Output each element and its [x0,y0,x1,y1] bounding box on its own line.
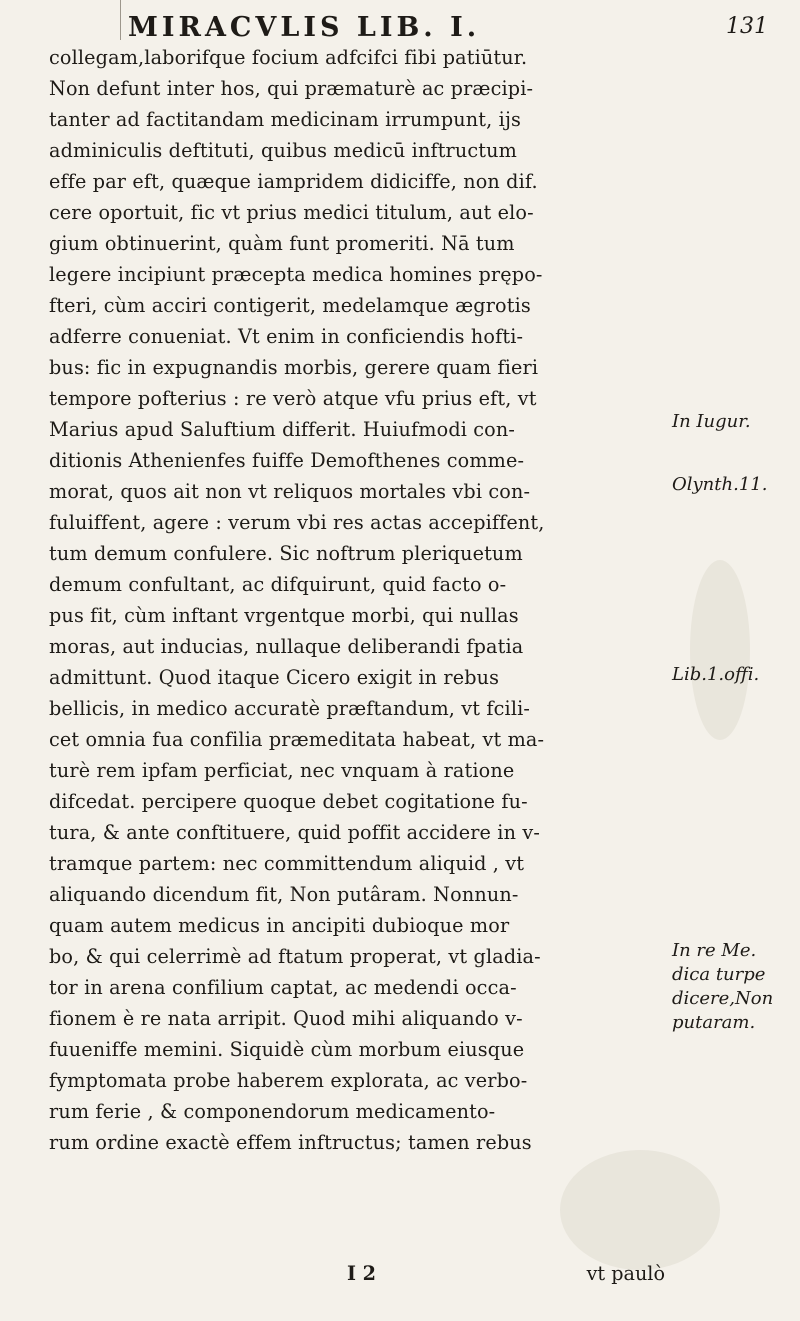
text-line: pus fit, cùm inftant vrgentque morbi, qui nullas [49,604,519,627]
text-line: rum ferie , & componendorum medicamento- [49,1100,496,1123]
margin-note: putaram. [672,1012,756,1033]
text-line: aliquando dicendum fit, Non putâram. Nonnun- [49,883,519,906]
text-line: bus: fic in expugnandis morbis, gerere quam fieri [49,356,539,379]
text-line: fionem è re nata arripit. Quod mihi aliquando v- [49,1007,523,1030]
text-line: quam autem medicus in ancipiti dubioque mor [49,914,510,937]
text-line: fteri, cùm acciri contigerit, medelamque ægrotis [49,294,531,317]
margin-note: In re Me. [672,940,757,961]
text-line: demum confultant, ac difquirunt, quid facto o- [49,573,507,596]
text-line: adferre conueniat. Vt enim in conficiendis hofti- [49,325,524,348]
text-line: tor in arena confilium captat, ac medendi occa- [49,976,517,999]
paper-stain [690,560,750,740]
signature-mark: I 2 [347,1262,377,1285]
margin-note: Lib.1.offi. [672,664,760,685]
text-line: cere oportuit, fic vt prius medici titulum, aut elo- [49,201,534,224]
running-head-title: MIRACVLIS LIB. I. [128,12,481,43]
text-line: tramque partem: nec committendum aliquid , vt [49,852,525,875]
text-line: cet omnia fua confilia præmeditata habeat, vt ma- [49,728,545,751]
page-gutter-edge [120,0,121,40]
text-line: legere incipiunt præcepta medica homines prępo- [49,263,543,286]
text-line: tum demum confulere. Sic noftrum pleriquetum [49,542,523,565]
text-line: admittunt. Quod itaque Cicero exigit in rebus [49,666,500,689]
page-number: 131 [726,14,768,39]
text-line: bo, & qui celerrimè ad ftatum properat, vt gladia- [49,945,541,968]
text-line: collegam,laborifque focium adfcifci fibi patiūtur. [49,46,528,69]
margin-note: In Iugur. [672,411,751,432]
text-line: effe par eft, quæque iampridem didiciffe, non dif. [49,170,538,193]
text-line: bellicis, in medico accuratè præftandum, vt fcili- [49,697,531,720]
text-line: gium obtinuerint, quàm funt promeriti. Nā tum [49,232,515,255]
text-line: adminiculis deftituti, quibus medicū inftructum [49,139,517,162]
body-text [49,42,665,1158]
margin-note: Olynth.11. [672,474,768,495]
text-line: rum ordine exactè effem inftructus; tamen rebus [49,1131,532,1154]
text-line: morat, quos ait non vt reliquos mortales vbi con- [49,480,531,503]
text-line: tanter ad factitandam medicinam irrumpunt, ijs [49,108,522,131]
text-line: Marius apud Saluftium differit. Huiufmodi con- [49,418,516,441]
text-line: turè rem ipfam perficiat, nec vnquam à ratione [49,759,515,782]
text-line: tura, & ante conftituere, quid poffit accidere in v- [49,821,540,844]
text-line: fuluiffent, agere : verum vbi res actas accepiffent, [49,511,545,534]
text-line: difcedat. percipere quoque debet cogitatione fu- [49,790,528,813]
text-line: fymptomata probe haberem exploratа, ac verbo- [49,1069,528,1092]
text-line: tempore pofterius : re verò atque vfu prius eft, vt [49,387,537,410]
text-line: fuueniffe memini. Siquidè cùm morbum eiusque [49,1038,525,1061]
margin-note: dica turpe [672,964,766,985]
margin-note: dicere,Non [672,988,774,1009]
page-footer [49,1258,665,1289]
paper-stain [560,1150,720,1270]
catchword: vt paulò [586,1262,665,1285]
text-line: moras, aut inducias, nullaque deliberandi fpatia [49,635,524,658]
text-line: ditionis Athenienfes fuiffe Demofthenes comme- [49,449,525,472]
text-line: Non defunt inter hos, qui præmaturè ac præcipi- [49,77,534,100]
